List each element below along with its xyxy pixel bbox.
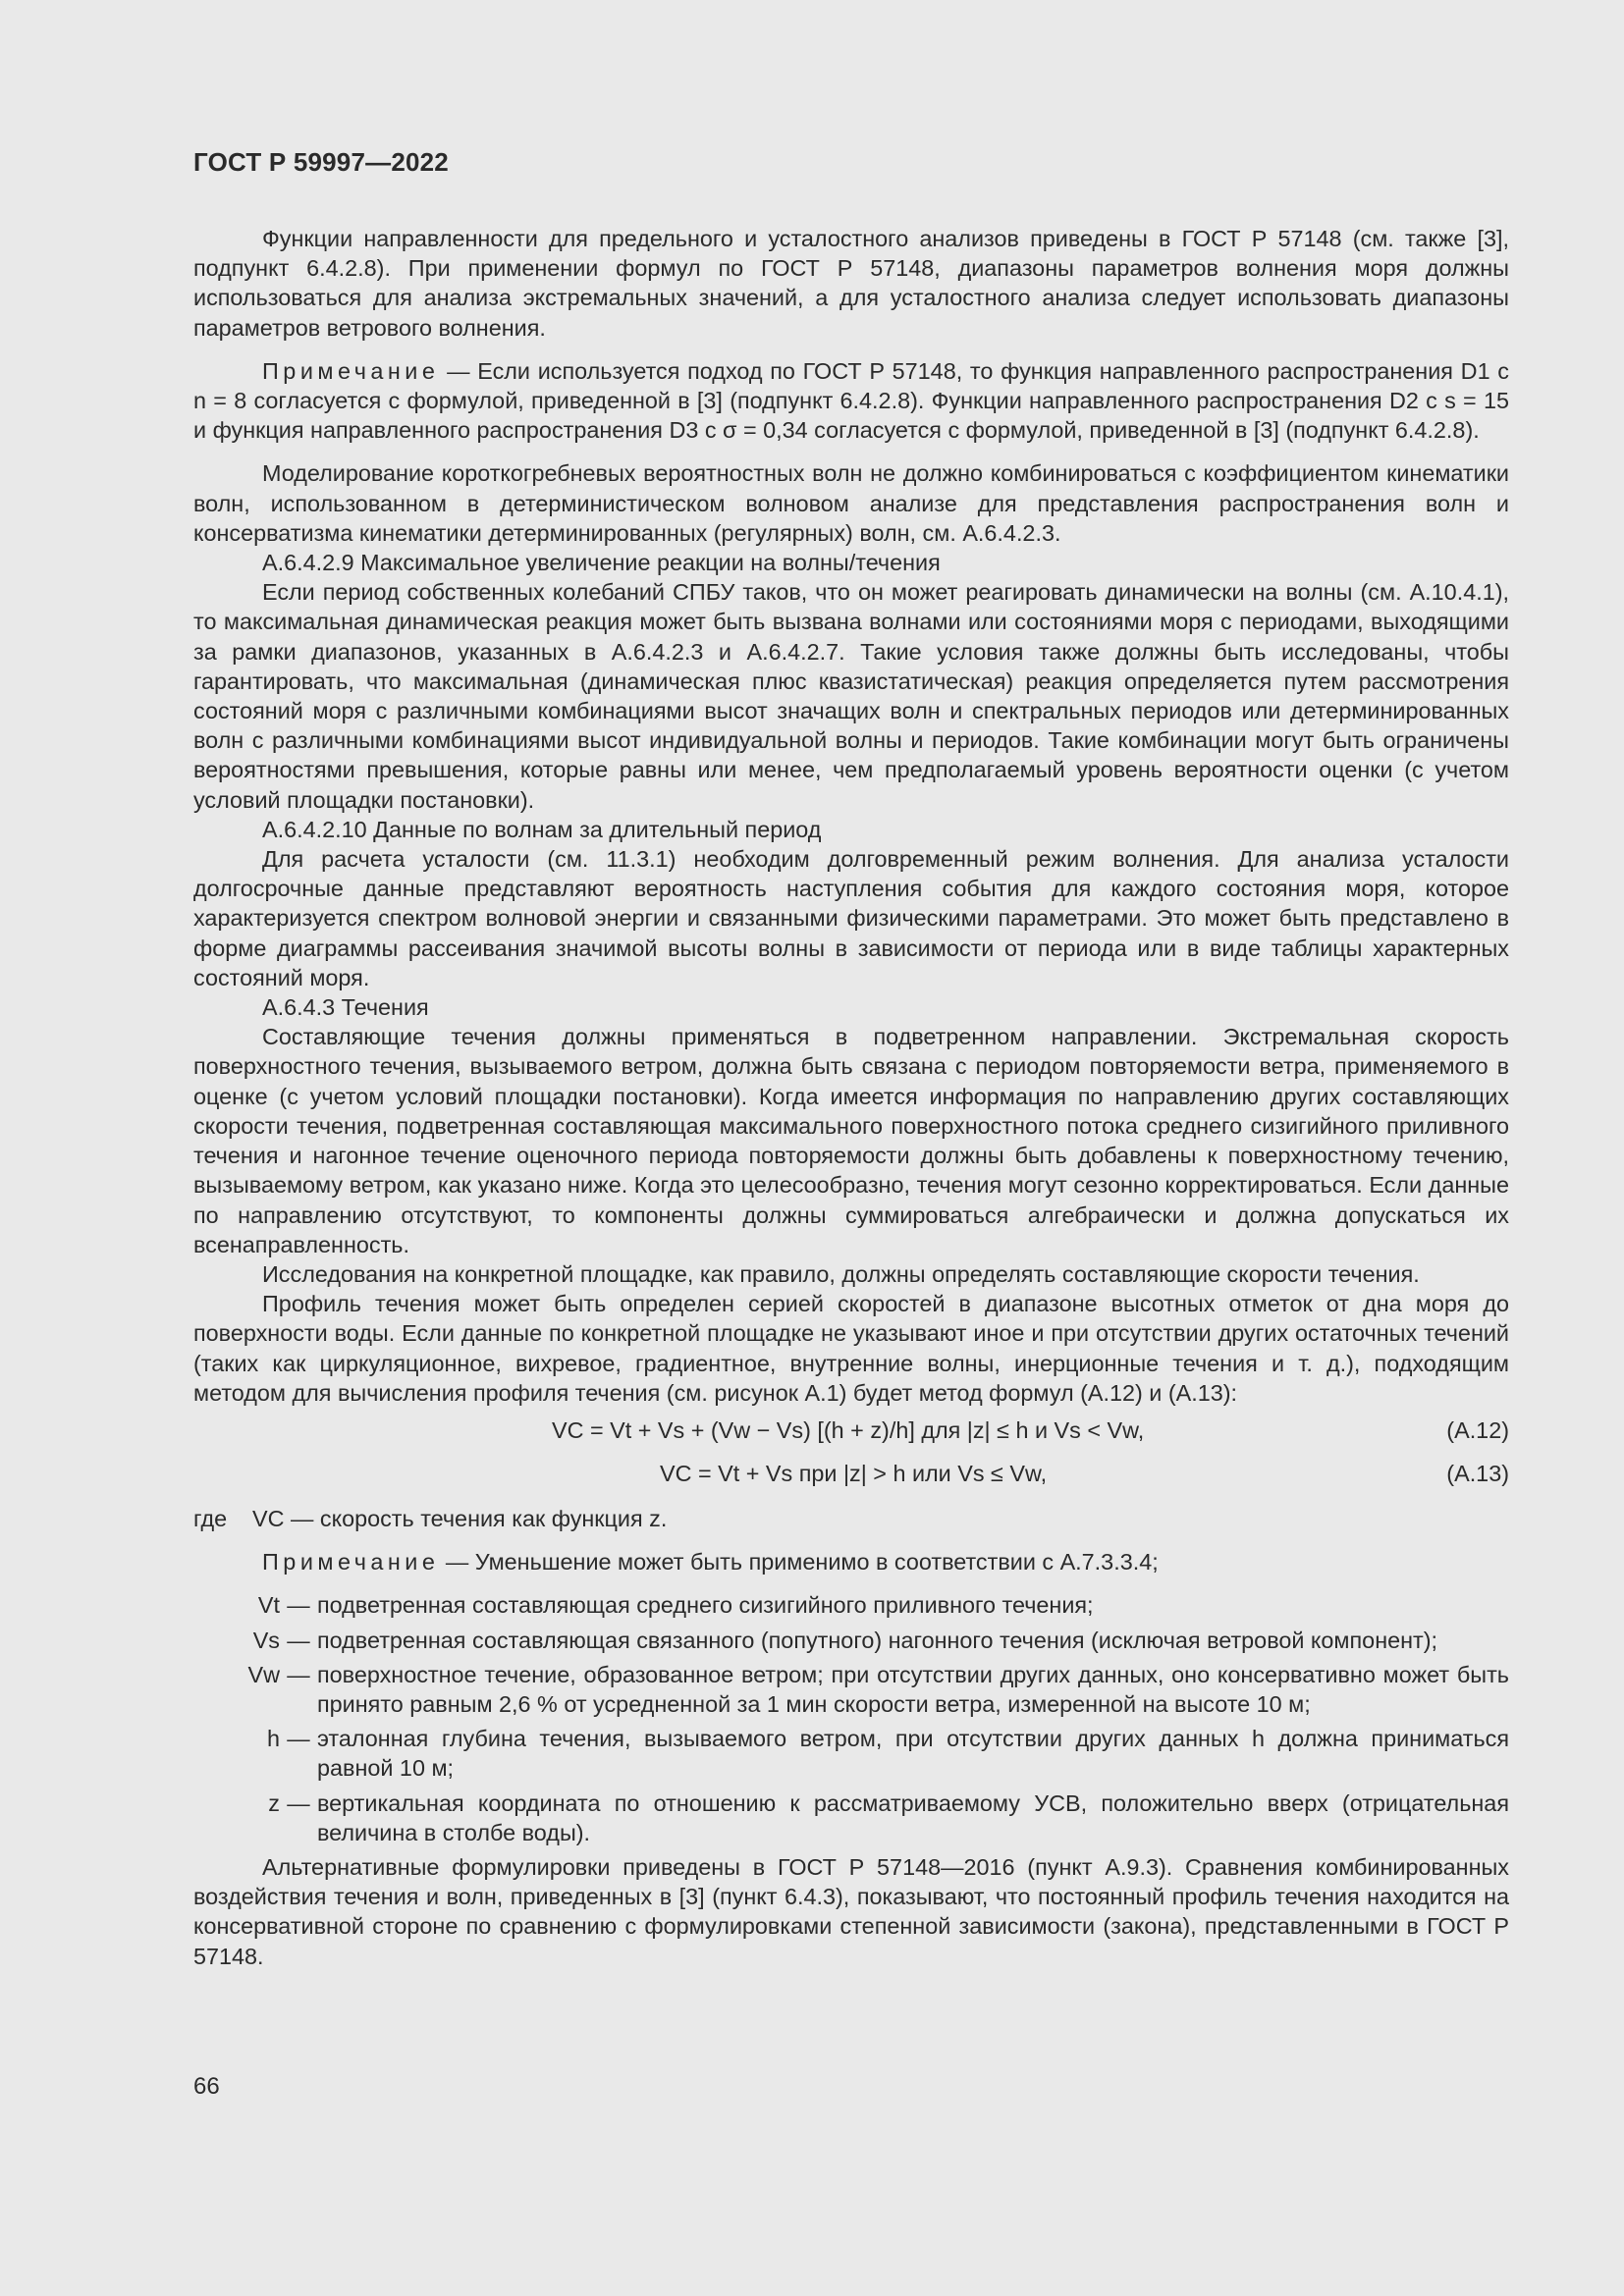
definitions-list: [193, 1590, 1509, 1847]
document-header: ГОСТ Р 59997—2022: [193, 147, 449, 177]
definition-item: [193, 1626, 1509, 1655]
note-2-text: — Уменьшение может быть применимо в соответствии с А.7.3.3.4;: [445, 1549, 1159, 1575]
definition-symbol: z: [268, 1789, 280, 1816]
definition-item: [193, 1724, 1509, 1783]
note-2-label: Примечание: [262, 1549, 440, 1575]
heading-a643: А.6.4.3 Течения: [262, 994, 429, 1021]
paragraph-fatigue: Для расчета усталости (см. 11.3.1) необходим долговременный режим волнения. Для анализа усталости долгосрочные данные представляют вероятность наступления события для каждого состояния моря, которое характеризуется спектром волновой энергии и связанными физическими параметрами. Это может быть представлено в форме диаграммы рассеивания значимой высоты волны в зависимости от периода или в виде таблицы характерных состояний моря.: [193, 846, 1509, 990]
definition-dash: —: [287, 1592, 310, 1619]
formula-a13: [193, 1459, 1509, 1494]
definition-symbol: Vt: [257, 1592, 280, 1619]
paragraph-currents: Составляющие течения должны применяться в подветренном направлении. Экстремальная скорость поверхностного течения, вызываемого ветром, должна быть связана с периодом повторяемости ветра, применяемого в оценке (с учетом условий площадки постановки). Когда имеется информация по направлению других составляющих скорости течения, подветренная составляющая максимального поверхностного потока среднего сизигийного приливного течения и нагонное течение оценочного периода повторяемости должны быть добавлены к поверхностному течению, вызываемому ветром, как указано ниже. Когда это целесообразно, течения могут сезонно корректироваться. Если данные по направлению отсутствуют, то компоненты должны суммироваться алгебраически и должна допускаться их всенаправленность.: [193, 1024, 1509, 1257]
formula-a12-number: (А.12): [1446, 1416, 1509, 1443]
formula-a13-expression: VC = Vt + Vs при |z| > h или Vs ≤ Vw,: [660, 1460, 1048, 1486]
note-1-label: Примечание: [262, 357, 440, 384]
paragraph-directionality: Функции направленности для предельного и усталостного анализов приведены в ГОСТ Р 57148 (см. также [3], подпункт 6.4.2.8). При применении формул по ГОСТ Р 57148, диапазоны параметров волнения моря должны использоваться для анализа экстремальных значений, а для усталостного анализа следует использовать диапазоны параметров ветрового волнения.: [193, 226, 1509, 341]
definition-text: вертикальная координата по отношению к рассматриваемому УСВ, положительно вверх (отрицательная величина в столбе воды).: [317, 1789, 1509, 1845]
definition-dash: —: [287, 1726, 310, 1752]
where-label: где: [193, 1505, 228, 1531]
heading-a64210: А.6.4.2.10 Данные по волнам за длительный период: [262, 816, 822, 842]
definition-text: поверхностное течение, образованное ветром; при отсутствии других данных, оно консервативно может быть принято равным 2,6 % от усредненной за 1 мин скорости ветра, измеренной на высоте 10 м;: [317, 1661, 1509, 1717]
paragraph-dynamic-response: Если период собственных колебаний СПБУ таков, что он может реагировать динамически на волны (см. А.10.4.1), то максимальная динамическая реакция может быть вызвана волнами или состояниями моря с периодами, выходящими за рамки диапазонов, указанных в А.6.4.2.3 и А.6.4.2.7. Такие условия также должны быть исследованы, чтобы гарантировать, что максимальная (динамическая плюс квазистатическая) реакция определяется путем рассмотрения состояний моря с различными комбинациями высот значащих волн и спектральных периодов или детерминированных волн с различными комбинациями высот индивидуальной волны и периодов. Такие комбинации могут быть ограничены вероятностями превышения, которые равны или менее, чем предполагаемый уровень вероятности оценки (с учетом условий площадки постановки).: [193, 579, 1509, 813]
definition-symbol: Vs: [252, 1627, 280, 1653]
page-number: 66: [193, 2073, 220, 2100]
definition-text: эталонная глубина течения, вызываемого ветром, при отсутствии других данных h должна приниматься равной 10 м;: [317, 1726, 1509, 1782]
definition-item: [193, 1590, 1509, 1620]
where-line: [193, 1504, 1509, 1533]
formula-a13-number: (А.13): [1446, 1460, 1509, 1486]
definition-dash: —: [287, 1789, 310, 1816]
where-text: VC — скорость течения как функция z.: [252, 1505, 668, 1531]
note-1-text: — Если используется подход по ГОСТ Р 57148, то функция направленного распространения D1 с n = 8 согласуется с формулой, приведенной в [3] (подпункт 6.4.2.8). Функции направленного распространения D2 с s = 15 и функция направленного распространения D3 с σ = 0,34 согласуется с формулой, приведенной в [3] (подпункт 6.4.2.8).: [193, 357, 1510, 444]
paragraph-alternatives: Альтернативные формулировки приведены в ГОСТ Р 57148—2016 (пункт А.9.3). Сравнения комбинированных воздействия течения и волн, приведенных в [3] (пункт 6.4.3), показывают, что постоянный профиль течения находится на консервативной стороне по сравнению с формулировками степенной зависимости (закона), представленными в ГОСТ Р 57148.: [193, 1853, 1509, 1969]
definition-dash: —: [287, 1661, 310, 1687]
heading-a6429: А.6.4.2.9 Максимальное увеличение реакции на волны/течения: [262, 550, 941, 576]
formula-a12: [193, 1415, 1509, 1451]
paragraph-profile: Профиль течения может быть определен серией скоростей в диапазоне высотных отметок от дна моря до поверхности воды. Если данные по конкретной площадке не указывают иное и при отсутствии других остаточных течений (таких как циркуляционное, вихревое, градиентное, внутренние волны, инерционные течения и т. д.), подходящим методом для вычисления профиля течения (см. рисунок А.1) будет метод формул (А.12) и (А.13):: [193, 1291, 1509, 1406]
definition-symbol: h: [266, 1726, 280, 1752]
definition-text: подветренная составляющая связанного (попутного) нагонного течения (исключая ветровой компонент);: [317, 1627, 1438, 1653]
formula-a12-expression: VC = Vt + Vs + (Vw − Vs) [(h + z)/h] для |z| ≤ h и Vs < Vw,: [552, 1416, 1145, 1443]
definition-item: [193, 1789, 1509, 1847]
paragraph-site-studies: Исследования на конкретной площадке, как правило, должны определять составляющие скорости течения.: [262, 1260, 1420, 1287]
definition-item: [193, 1660, 1509, 1719]
paragraph-short-crested: Моделирование короткогребневых вероятностных волн не должно комбинироваться с коэффициентом кинематики волн, использованном в детерминистическом волновом анализе для представления распространения волн и консерватизма кинематики детерминированных (регулярных) волн, см. А.6.4.2.3.: [193, 460, 1509, 546]
note-2: [193, 1547, 1509, 1576]
definition-symbol: Vw: [247, 1661, 280, 1687]
definition-dash: —: [287, 1627, 310, 1653]
note-1: [193, 356, 1509, 446]
document-body: [193, 224, 1509, 1971]
definition-text: подветренная составляющая среднего сизигийного приливного течения;: [317, 1592, 1094, 1619]
